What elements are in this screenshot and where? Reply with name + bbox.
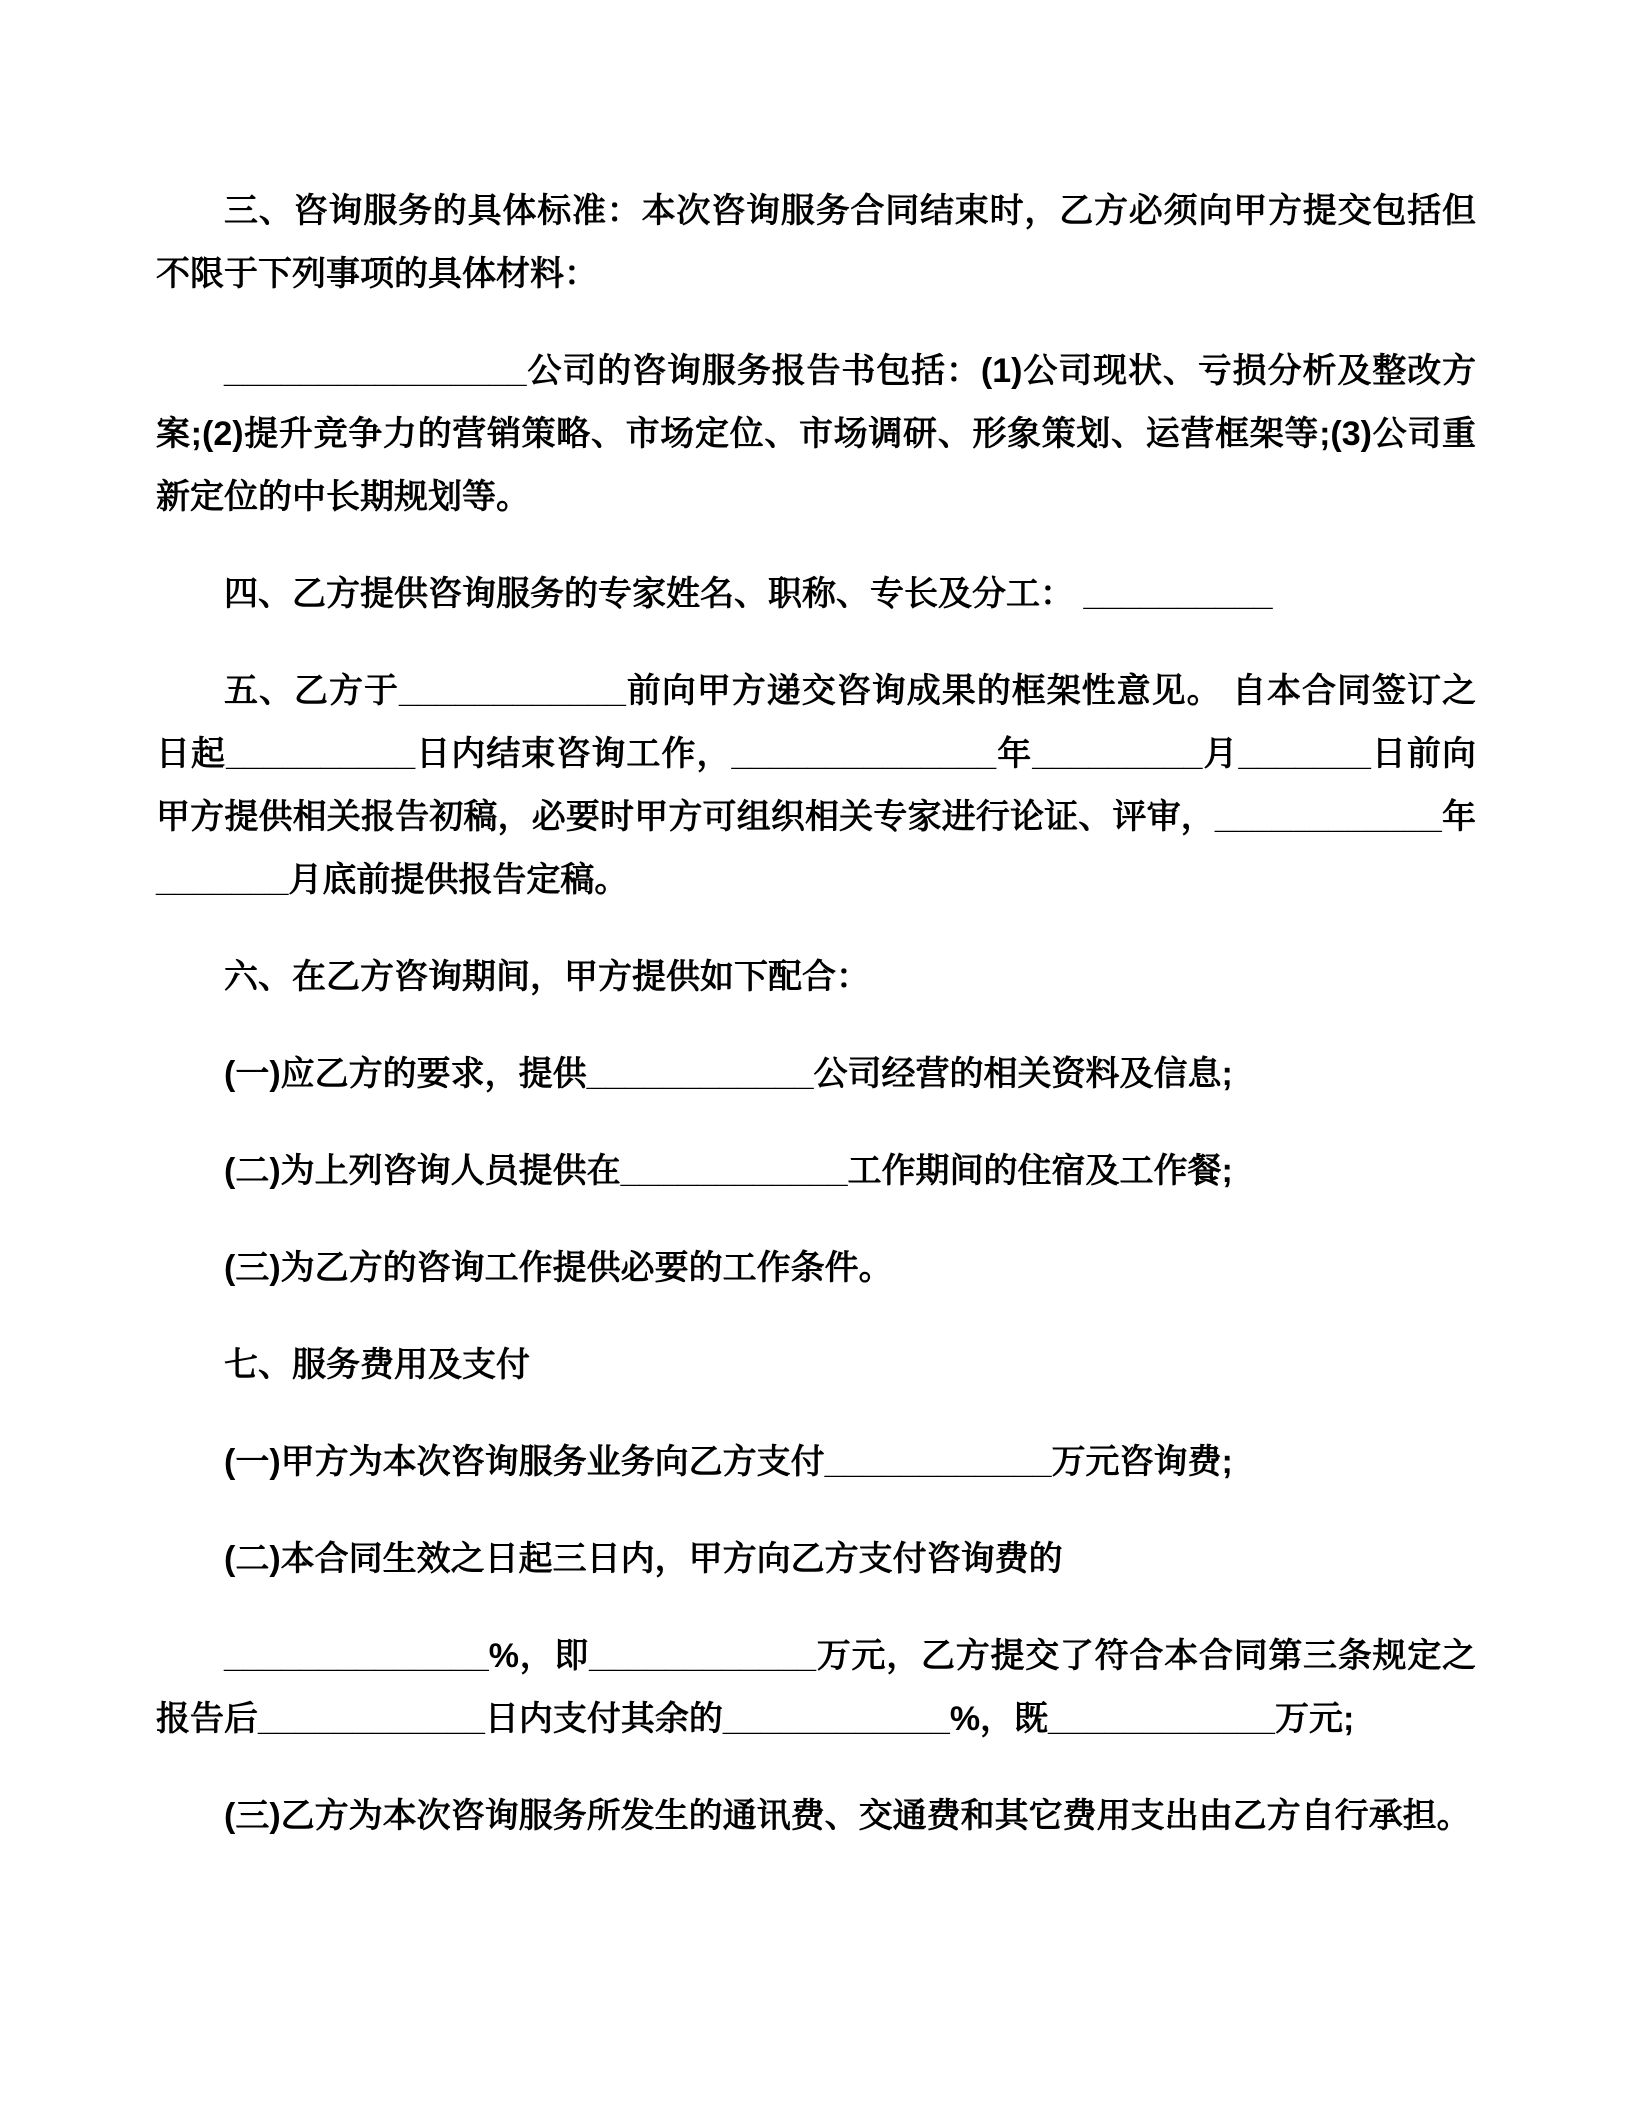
clause-4-experts: 四、乙方提供咨询服务的专家姓名、职称、专长及分工： __________	[224, 575, 1273, 613]
clause-6-item-2: (二)为上列咨询人员提供在____________工作期间的住宿及工作餐;	[224, 1152, 1233, 1190]
clause-7-heading: 七、服务费用及支付	[224, 1346, 530, 1384]
clause-6-heading: 六、在乙方咨询期间，甲方提供如下配合：	[224, 958, 870, 996]
clause-3-standards: 三、咨询服务的具体标准：本次咨询服务合同结束时，乙方必须向甲方提交包括但不限于下列事项的具体材料：	[156, 192, 1476, 293]
clause-3-report-contents: ________________公司的咨询服务报告书包括：(1)公司现状、亏损分析及整改方案;(2)提升竞争力的营销策略、市场定位、市场调研、形象策划、运营框架等;(3)公司重新定位的中长期规划等。	[156, 352, 1476, 516]
clause-5-schedule: 五、乙方于____________前向甲方递交咨询成果的框架性意见。 自本合同签订之日起__________日内结束咨询工作，______________年_________月_______日前向甲方提供相关报告初稿，必要时甲方可组织相关专家进行论证、评审，____________年_______月底前提供报告定稿。	[156, 672, 1476, 899]
clause-7-item-2-payment-terms: ______________%，即____________万元，乙方提交了符合本合同第三条规定之报告后____________日内支付其余的____________%，既____________万元;	[156, 1637, 1476, 1738]
clause-7-item-3: (三)乙方为本次咨询服务所发生的通讯费、交通费和其它费用支出由乙方自行承担。	[224, 1797, 1471, 1835]
clause-7-item-2-lead: (二)本合同生效之日起三日内，甲方向乙方支付咨询费的	[224, 1540, 1063, 1578]
clause-6-item-3: (三)为乙方的咨询工作提供必要的工作条件。	[224, 1249, 893, 1287]
clause-7-item-1: (一)甲方为本次咨询服务业务向乙方支付____________万元咨询费;	[224, 1443, 1233, 1481]
clause-6-item-1: (一)应乙方的要求，提供____________公司经营的相关资料及信息;	[224, 1055, 1233, 1093]
